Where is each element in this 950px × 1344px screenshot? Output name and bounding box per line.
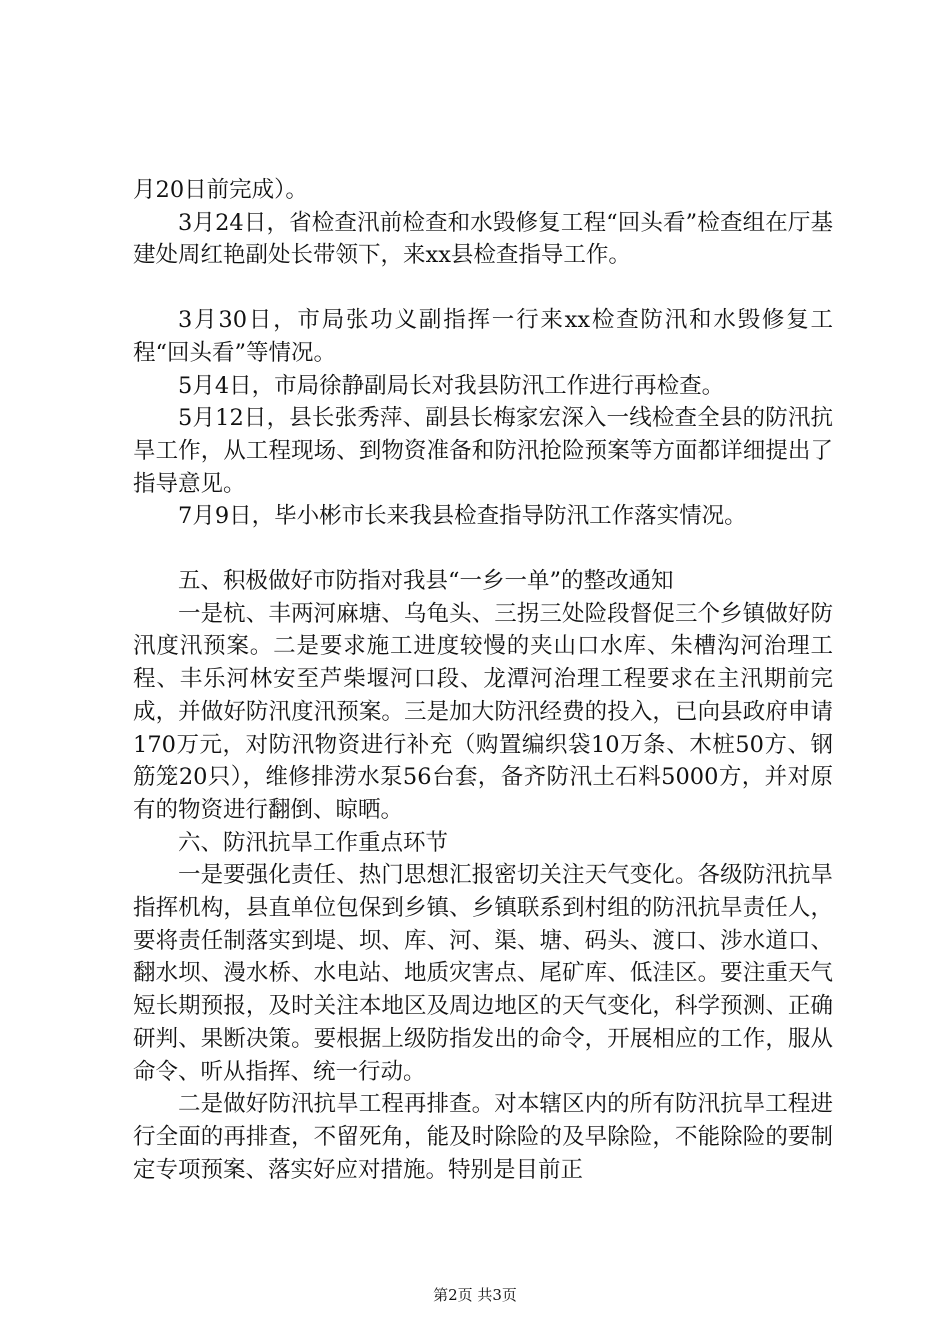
paragraph-march-30: 3月30日，市局张功义副指挥一行来xx检查防汛和水毁修复工程“回头看”等情况。 — [133, 307, 833, 366]
document-body — [133, 174, 833, 1186]
paragraph-may-12: 5月12日，县长张秀萍、副县长梅家宏深入一线检查全县的防汛抗旱工作，从工程现场、到物资准备和防汛抢险预案等方面都详细提出了指导意见。 — [133, 405, 833, 497]
paragraph-continuation: 月20日前完成）。 — [133, 177, 308, 203]
paragraph-re-inspection: 二是做好防汛抗旱工程再排查。对本辖区内的所有防汛抗旱工程进行全面的再排查，不留死角，能及时除险的及早除险，不能除险的要制定专项预案、落实好应对措施。特别是目前正 — [133, 1091, 833, 1183]
paragraph-rectification: 一是杭、丰两河麻塘、乌龟头、三拐三处险段督促三个乡镇做好防汛度汛预案。二是要求施工进度较慢的夹山口水库、朱槽沟河治理工程、丰乐河林安至芦柴堰河口段、龙潭河治理工程要求在主汛期前完成，并做好防汛度汛预案。三是加大防汛经费的投入，已向县政府申请170万元，对防汛物资进行补充（购置编织袋10万条、木桩50方、钢筋笼20只），维修排涝水泵56台套，备齐防汛土石料5000方，并对原有的物资进行翻倒、晾晒。 — [133, 600, 833, 823]
section-heading-6: 六、防汛抗旱工作重点环节 — [178, 829, 449, 856]
section-heading-5: 五、积极做好市防指对我县“一乡一单”的整改通知 — [178, 568, 674, 595]
paragraph-may-4: 5月4日，市局徐静副局长对我县防汛工作进行再检查。 — [178, 372, 725, 399]
paragraph-responsibility: 一是要强化责任、热门思想汇报密切关注天气变化。各级防汛抗旱指挥机构，县直单位包保到乡镇、乡镇联系到村组的防汛抗旱责任人，要将责任制落实到堤、坝、库、河、渠、塘、码头、渡口、涉水道口、翻水坝、漫水桥、水电站、地质灾害点、尾矿库、低洼区。要注重天气短长期预报，及时关注本地区及周边地区的天气变化，科学预测、正确研判、果断决策。要根据上级防指发出的命令，开展相应的工作，服从命令、听从指挥、统一行动。 — [133, 862, 833, 1085]
page-footer: 第2页 共3页 — [433, 1286, 517, 1304]
paragraph-march-24: 3月24日，省检查汛前检查和水毁修复工程“回头看”检查组在厅基建处周红艳副处长带领下，来xx县检查指导工作。 — [133, 209, 833, 269]
paragraph-july-9: 7月9日，毕小彬市长来我县检查指导防汛工作落实情况。 — [178, 503, 747, 530]
